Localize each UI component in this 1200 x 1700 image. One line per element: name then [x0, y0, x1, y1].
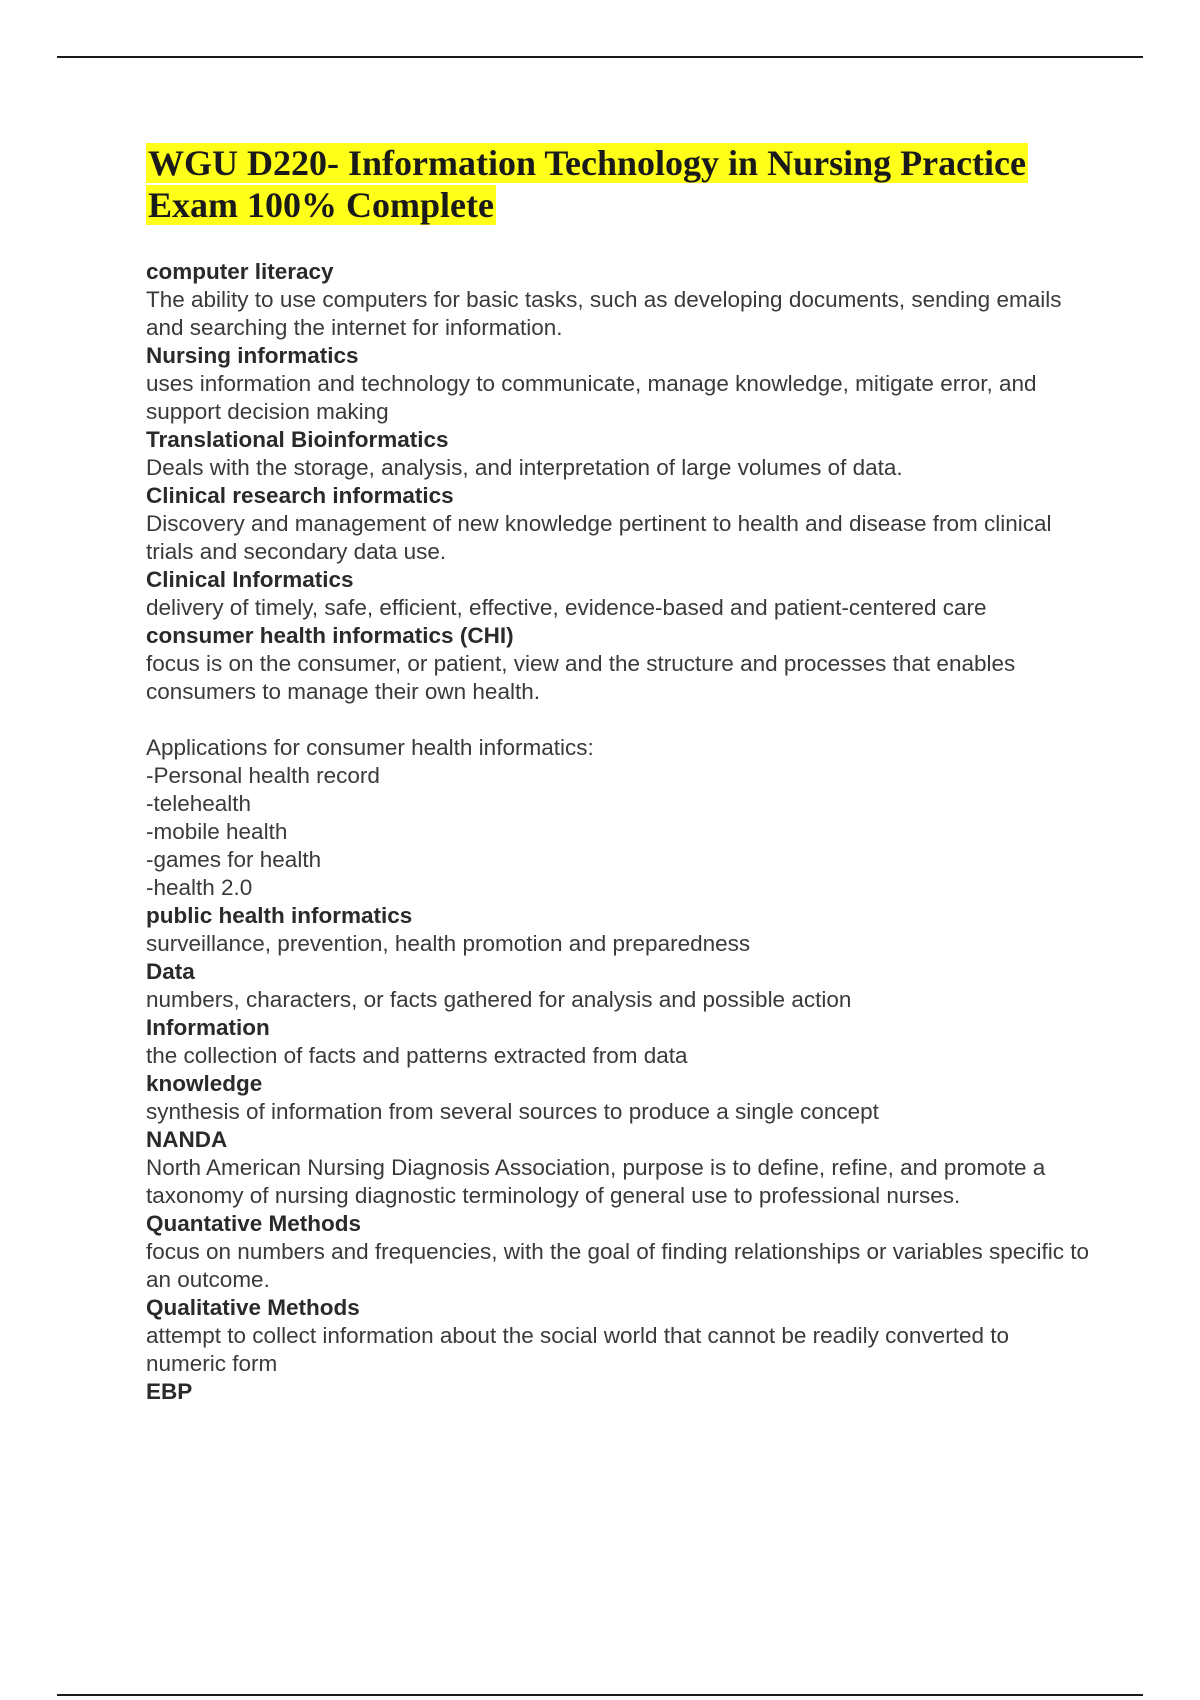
- term: Clinical research informatics: [146, 483, 454, 508]
- document-body: [146, 258, 1091, 1406]
- term: Translational Bioinformatics: [146, 427, 449, 452]
- definition: surveillance, prevention, health promotion and preparedness: [146, 931, 751, 956]
- applications-heading: Applications for consumer health informatics:: [146, 735, 594, 760]
- list-item: -health 2.0: [146, 875, 253, 900]
- bottom-rule: [57, 1694, 1143, 1696]
- term: Data: [146, 959, 195, 984]
- definition: synthesis of information from several sources to produce a single concept: [146, 1099, 879, 1124]
- title-line-1: WGU D220- Information Technology in Nursing Practice: [148, 143, 1026, 183]
- list-item: -games for health: [146, 847, 322, 872]
- term: Clinical Informatics: [146, 567, 354, 592]
- top-rule: [57, 56, 1143, 58]
- definition: North American Nursing Diagnosis Association, purpose is to define, refine, and promote a taxonomy of nursing diagnostic terminology of general use to professional nurses.: [146, 1155, 1046, 1208]
- title-line-2: Exam 100% Complete: [148, 185, 494, 225]
- definition: The ability to use computers for basic tasks, such as developing documents, sending emails and searching the internet for information.: [146, 287, 1062, 340]
- definition: focus is on the consumer, or patient, view and the structure and processes that enables consumers to manage their own health.: [146, 651, 1016, 704]
- list-item: -mobile health: [146, 819, 288, 844]
- definition: numbers, characters, or facts gathered for analysis and possible action: [146, 987, 852, 1012]
- term: Information: [146, 1015, 270, 1040]
- term: computer literacy: [146, 259, 334, 284]
- term: Nursing informatics: [146, 343, 359, 368]
- definition: Discovery and management of new knowledge pertinent to health and disease from clinical trials and secondary data use.: [146, 511, 1052, 564]
- term: public health informatics: [146, 903, 413, 928]
- list-item: -telehealth: [146, 791, 252, 816]
- definition: uses information and technology to communicate, manage knowledge, mitigate error, and support decision making: [146, 371, 1037, 424]
- term: NANDA: [146, 1127, 228, 1152]
- definition: attempt to collect information about the social world that cannot be readily converted to numeric form: [146, 1323, 1009, 1376]
- document-title: [146, 142, 1086, 226]
- definition: Deals with the storage, analysis, and interpretation of large volumes of data.: [146, 455, 903, 480]
- term: Quantative Methods: [146, 1211, 362, 1236]
- blank-line: [146, 706, 1091, 734]
- list-item: -Personal health record: [146, 763, 380, 788]
- definition: focus on numbers and frequencies, with the goal of finding relationships or variables specific to an outcome.: [146, 1239, 1090, 1292]
- term: EBP: [146, 1379, 193, 1404]
- term: knowledge: [146, 1071, 263, 1096]
- term: consumer health informatics (CHI): [146, 623, 514, 648]
- definition: the collection of facts and patterns extracted from data: [146, 1043, 688, 1068]
- definition: delivery of timely, safe, efficient, effective, evidence-based and patient-centered care: [146, 595, 987, 620]
- term: Qualitative Methods: [146, 1295, 360, 1320]
